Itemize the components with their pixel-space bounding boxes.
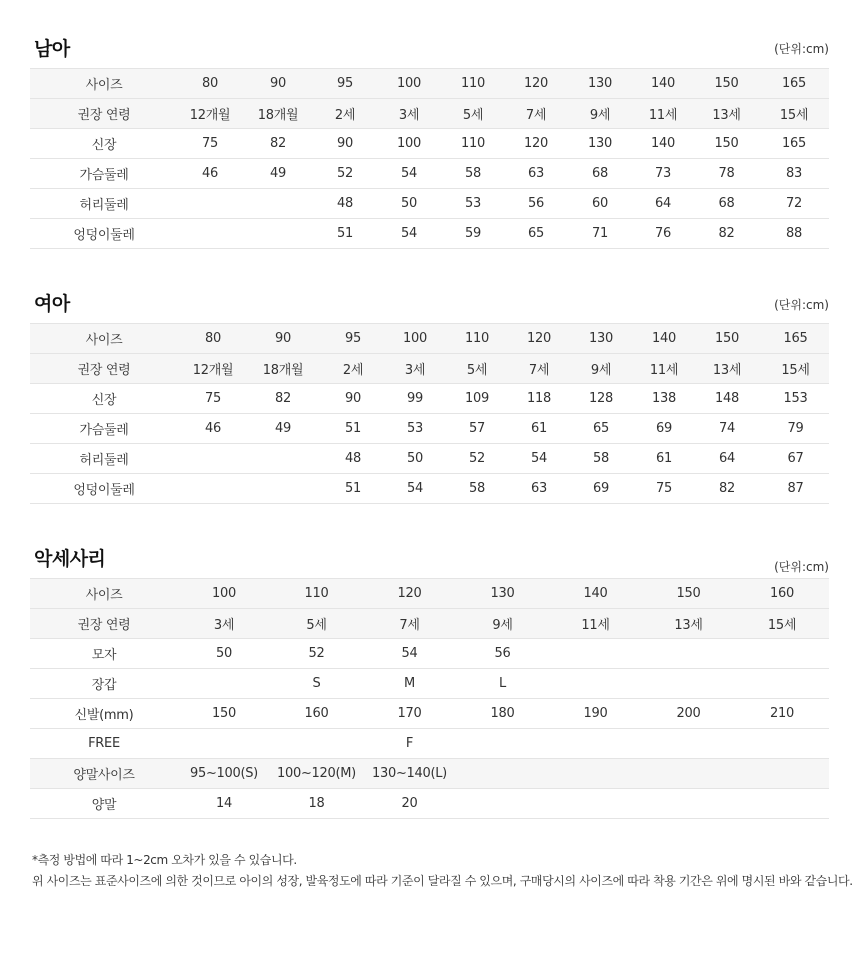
table-cell: 110 — [442, 69, 504, 99]
table-cell — [178, 474, 248, 504]
girls-title: 여아 — [34, 293, 70, 315]
accessories-unit: (단위:cm) — [774, 560, 829, 574]
table-cell: 69 — [566, 474, 636, 504]
table-cell: 5세 — [442, 99, 504, 129]
table-row — [30, 789, 829, 819]
table-cell: 130~140(L) — [363, 759, 456, 789]
table-cell — [642, 729, 735, 759]
table-cell: 78 — [694, 159, 759, 189]
table-cell: 150 — [178, 699, 270, 729]
table-cell: 65 — [566, 414, 636, 444]
table-cell: 50 — [388, 444, 442, 474]
table-cell: 95~100(S) — [178, 759, 270, 789]
table-cell: 100 — [376, 129, 442, 159]
girls-size-table — [30, 323, 829, 504]
table-cell: 13세 — [694, 99, 759, 129]
table-cell: 11세 — [632, 99, 694, 129]
table-cell — [456, 789, 549, 819]
row-label: 신장 — [30, 384, 178, 414]
row-label: 장갑 — [30, 669, 178, 699]
table-cell — [178, 189, 242, 219]
table-row — [30, 729, 829, 759]
table-cell: 71 — [568, 219, 632, 249]
table-cell: 153 — [762, 384, 829, 414]
row-label: 가슴둘레 — [30, 159, 178, 189]
table-cell: 83 — [759, 159, 829, 189]
table-cell: 63 — [512, 474, 566, 504]
table-cell: 79 — [762, 414, 829, 444]
table-cell: 80 — [178, 324, 248, 354]
table-cell: 180 — [456, 699, 549, 729]
table-cell: 90 — [248, 324, 318, 354]
table-cell: 5세 — [270, 609, 363, 639]
table-row — [30, 324, 829, 354]
table-cell: 150 — [694, 129, 759, 159]
table-cell: 7세 — [504, 99, 568, 129]
table-cell: 90 — [314, 129, 376, 159]
table-cell: 138 — [636, 384, 692, 414]
table-cell: 46 — [178, 414, 248, 444]
table-cell: 75 — [178, 384, 248, 414]
row-label: 권장 연령 — [30, 354, 178, 384]
table-cell: 87 — [762, 474, 829, 504]
table-cell: 109 — [442, 384, 512, 414]
table-cell: 46 — [178, 159, 242, 189]
row-label: 사이즈 — [30, 69, 178, 99]
table-cell: 52 — [270, 639, 363, 669]
table-row — [30, 354, 829, 384]
table-cell: 18 — [270, 789, 363, 819]
size-notes — [32, 850, 853, 892]
table-cell: 73 — [632, 159, 694, 189]
table-cell: 190 — [549, 699, 642, 729]
table-cell — [735, 669, 829, 699]
table-cell: 51 — [314, 219, 376, 249]
table-cell: 57 — [442, 414, 512, 444]
table-cell: 82 — [692, 474, 762, 504]
table-cell: 50 — [376, 189, 442, 219]
table-cell: 130 — [566, 324, 636, 354]
table-cell: 54 — [388, 474, 442, 504]
accessories-size-table — [30, 578, 829, 819]
table-cell: 11세 — [549, 609, 642, 639]
table-row — [30, 609, 829, 639]
table-cell: 15세 — [762, 354, 829, 384]
table-cell: 130 — [568, 129, 632, 159]
table-cell: 140 — [632, 129, 694, 159]
table-cell: 58 — [566, 444, 636, 474]
accessories-title: 악세사리 — [34, 548, 106, 570]
table-cell: 140 — [636, 324, 692, 354]
row-label: FREE — [30, 729, 178, 759]
table-row — [30, 579, 829, 609]
table-cell: 200 — [642, 699, 735, 729]
table-cell — [178, 219, 242, 249]
boys-unit: (단위:cm) — [774, 42, 829, 56]
table-cell: 95 — [314, 69, 376, 99]
row-label: 사이즈 — [30, 324, 178, 354]
table-cell — [642, 789, 735, 819]
row-label: 허리둘레 — [30, 444, 178, 474]
table-row — [30, 219, 829, 249]
table-cell: 110 — [270, 579, 363, 609]
table-cell: 54 — [512, 444, 566, 474]
table-cell: 100 — [388, 324, 442, 354]
table-cell: 18개월 — [248, 354, 318, 384]
table-cell — [642, 759, 735, 789]
table-cell: 9세 — [566, 354, 636, 384]
table-cell: 165 — [762, 324, 829, 354]
table-cell — [178, 729, 270, 759]
table-cell: 82 — [242, 129, 314, 159]
table-cell — [242, 219, 314, 249]
table-cell: 82 — [248, 384, 318, 414]
table-cell: 13세 — [692, 354, 762, 384]
table-cell: 90 — [318, 384, 388, 414]
table-cell: 63 — [504, 159, 568, 189]
row-label: 권장 연령 — [30, 609, 178, 639]
table-cell: 52 — [442, 444, 512, 474]
table-cell: 69 — [636, 414, 692, 444]
row-label: 양말 — [30, 789, 178, 819]
table-cell: 9세 — [456, 609, 549, 639]
row-label: 권장 연령 — [30, 99, 178, 129]
table-cell: 68 — [568, 159, 632, 189]
table-cell: 12개월 — [178, 354, 248, 384]
table-cell — [248, 474, 318, 504]
table-cell: 210 — [735, 699, 829, 729]
table-cell: 2세 — [318, 354, 388, 384]
table-row — [30, 189, 829, 219]
table-cell: 53 — [442, 189, 504, 219]
table-cell: 130 — [456, 579, 549, 609]
table-cell — [642, 639, 735, 669]
table-cell — [735, 789, 829, 819]
table-cell: 53 — [388, 414, 442, 444]
table-cell: 67 — [762, 444, 829, 474]
table-cell: 3세 — [178, 609, 270, 639]
table-cell: 82 — [694, 219, 759, 249]
table-cell — [549, 759, 642, 789]
table-cell: 160 — [735, 579, 829, 609]
table-cell: 7세 — [363, 609, 456, 639]
table-row — [30, 159, 829, 189]
table-cell: 100 — [178, 579, 270, 609]
table-cell: 110 — [442, 129, 504, 159]
table-cell: 58 — [442, 474, 512, 504]
table-cell: 3세 — [376, 99, 442, 129]
table-cell: 80 — [178, 69, 242, 99]
table-cell: 99 — [388, 384, 442, 414]
table-cell: 140 — [632, 69, 694, 99]
table-cell: 18개월 — [242, 99, 314, 129]
row-label: 신장 — [30, 129, 178, 159]
table-cell: 50 — [178, 639, 270, 669]
table-cell: 65 — [504, 219, 568, 249]
table-cell: 49 — [242, 159, 314, 189]
table-cell — [549, 639, 642, 669]
table-cell: 48 — [314, 189, 376, 219]
table-cell: 150 — [692, 324, 762, 354]
table-cell: 75 — [636, 474, 692, 504]
table-cell: 7세 — [512, 354, 566, 384]
table-row — [30, 99, 829, 129]
table-cell: 95 — [318, 324, 388, 354]
table-cell — [456, 729, 549, 759]
table-cell: M — [363, 669, 456, 699]
table-cell: 15세 — [735, 609, 829, 639]
table-cell: 120 — [504, 129, 568, 159]
table-cell — [456, 759, 549, 789]
table-cell: 54 — [376, 159, 442, 189]
table-cell: 48 — [318, 444, 388, 474]
table-row — [30, 759, 829, 789]
table-row — [30, 639, 829, 669]
table-cell: 13세 — [642, 609, 735, 639]
table-cell: 51 — [318, 414, 388, 444]
table-row — [30, 414, 829, 444]
row-label: 사이즈 — [30, 579, 178, 609]
table-cell: 128 — [566, 384, 636, 414]
table-cell: 110 — [442, 324, 512, 354]
table-cell: 130 — [568, 69, 632, 99]
table-cell: 49 — [248, 414, 318, 444]
table-cell: 74 — [692, 414, 762, 444]
row-label: 엉덩이둘레 — [30, 474, 178, 504]
table-cell: 61 — [636, 444, 692, 474]
table-row — [30, 129, 829, 159]
table-cell: 100 — [376, 69, 442, 99]
table-cell: S — [270, 669, 363, 699]
table-cell: 170 — [363, 699, 456, 729]
table-cell: 118 — [512, 384, 566, 414]
table-cell: 2세 — [314, 99, 376, 129]
table-cell: 15세 — [759, 99, 829, 129]
table-cell: 100~120(M) — [270, 759, 363, 789]
table-cell: 120 — [504, 69, 568, 99]
table-cell: 12개월 — [178, 99, 242, 129]
table-cell — [735, 729, 829, 759]
table-cell — [270, 729, 363, 759]
table-cell: 150 — [642, 579, 735, 609]
boys-title: 남아 — [34, 38, 70, 60]
table-cell: 120 — [363, 579, 456, 609]
table-row — [30, 699, 829, 729]
table-cell: 75 — [178, 129, 242, 159]
boys-size-table — [30, 68, 829, 249]
table-cell: 150 — [694, 69, 759, 99]
table-cell: 72 — [759, 189, 829, 219]
table-cell: 54 — [363, 639, 456, 669]
table-cell — [642, 669, 735, 699]
table-cell: 64 — [632, 189, 694, 219]
table-cell: 165 — [759, 129, 829, 159]
table-cell: F — [363, 729, 456, 759]
table-cell: L — [456, 669, 549, 699]
table-cell: 54 — [376, 219, 442, 249]
table-cell: 56 — [504, 189, 568, 219]
note-measurement: *측정 방법에 따라 1~2cm 오차가 있을 수 있습니다. — [32, 853, 297, 867]
row-label: 가슴둘레 — [30, 414, 178, 444]
table-cell — [549, 729, 642, 759]
row-label: 허리둘레 — [30, 189, 178, 219]
table-cell — [242, 189, 314, 219]
table-cell: 14 — [178, 789, 270, 819]
table-cell: 58 — [442, 159, 504, 189]
table-cell: 60 — [568, 189, 632, 219]
table-cell: 165 — [759, 69, 829, 99]
row-label: 신발(mm) — [30, 699, 178, 729]
table-cell: 88 — [759, 219, 829, 249]
table-cell: 9세 — [568, 99, 632, 129]
table-row — [30, 444, 829, 474]
table-cell — [549, 669, 642, 699]
note-standard-size: 위 사이즈는 표준사이즈에 의한 것이므로 아이의 성장, 발육정도에 따라 기준이 달라질 수 있으며, 구매당시의 사이즈에 따라 착용 기간은 위에 명시된 바와 같습니다. — [32, 874, 853, 888]
table-row — [30, 69, 829, 99]
table-cell: 3세 — [388, 354, 442, 384]
table-row — [30, 669, 829, 699]
table-cell: 59 — [442, 219, 504, 249]
row-label: 양말사이즈 — [30, 759, 178, 789]
row-label: 모자 — [30, 639, 178, 669]
table-row — [30, 474, 829, 504]
table-cell: 140 — [549, 579, 642, 609]
table-cell — [248, 444, 318, 474]
table-cell — [735, 639, 829, 669]
table-cell: 76 — [632, 219, 694, 249]
table-cell: 20 — [363, 789, 456, 819]
table-cell: 5세 — [442, 354, 512, 384]
table-cell: 120 — [512, 324, 566, 354]
table-cell — [178, 669, 270, 699]
table-cell: 52 — [314, 159, 376, 189]
table-cell — [735, 759, 829, 789]
row-label: 엉덩이둘레 — [30, 219, 178, 249]
table-cell — [549, 789, 642, 819]
table-cell: 148 — [692, 384, 762, 414]
table-cell: 68 — [694, 189, 759, 219]
table-cell: 64 — [692, 444, 762, 474]
girls-unit: (단위:cm) — [774, 298, 829, 312]
table-cell: 160 — [270, 699, 363, 729]
table-cell: 56 — [456, 639, 549, 669]
table-cell — [178, 444, 248, 474]
table-cell: 90 — [242, 69, 314, 99]
table-row — [30, 384, 829, 414]
table-cell: 61 — [512, 414, 566, 444]
table-cell: 51 — [318, 474, 388, 504]
table-cell: 11세 — [636, 354, 692, 384]
